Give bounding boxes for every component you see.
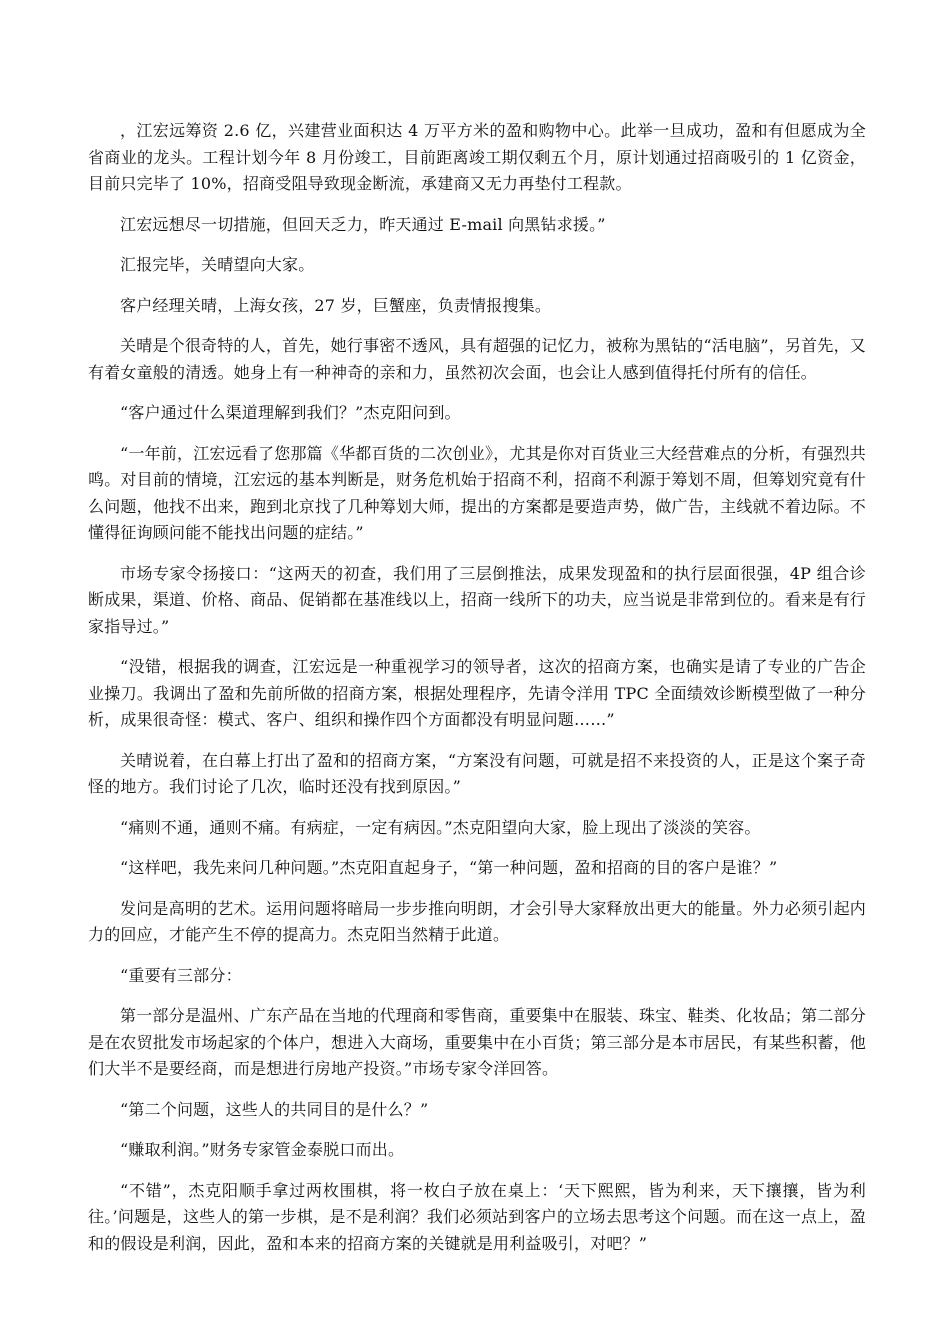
paragraph: 关晴说着，在白幕上打出了盈和的招商方案，“方案没有问题，可就是招不来投资的人，正是这个案子奇怪的地方。我们讨论了几次，临时还没有找到原因。” [88, 750, 866, 796]
paragraph: 关晴是个很奇特的人，首先，她行事密不透风，具有超强的记忆力，被称为黑钻的“活电脑”，另首先，又有着女童般的清透。她身上有一种神奇的亲和力，虽然初次会面，也会让人感到值得托付所有的信任。 [88, 336, 866, 382]
paragraph: “不错”，杰克阳顺手拿过两枚围棋，将一枚白子放在桌上：‘天下熙熙，皆为利来，天下攘攘，皆为利往。’问题是，这些人的第一步棋，是不是利润？我们必须站到客户的立场去思考这个问题。而在这一点上，盈和的假设是利润，因此，盈和本来的招商方案的关键就是用利益吸引，对吧？” [88, 1180, 866, 1253]
article-body [88, 118, 866, 1271]
paragraph: 市场专家令扬接口：“这两天的初查，我们用了三层倒推法，成果发现盈和的执行层面很强，4P 组合诊断成果，渠道、价格、商品、促销都在基准线以上，招商一线所下的功夫，应当说是非常到位的。看来是有行家指导过。” [88, 563, 866, 636]
paragraph: ，江宏远筹资 2.6 亿，兴建营业面积达 4 万平方米的盈和购物中心。此举一旦成功，盈和有但愿成为全省商业的龙头。工程计划今年 8 月份竣工，目前距离竣工期仅剩五个月，原计划通过招商吸引的 1 亿资金，目前只完毕了 10%，招商受阻导致现金断流，承建商又无力再垫付工程款。 [88, 121, 866, 193]
paragraph: “第二个问题，这些人的共同目的是什么？” [120, 1099, 429, 1119]
paragraph: “一年前，江宏远看了您那篇《华都百货的二次创业》，尤其是你对百货业三大经营难点的分析，有强烈共鸣。对目前的情境，江宏远的基本判断是，财务危机始于招商不利，招商不利源于筹划不周，但筹划究竟有什么问题，他找不出来，跑到北京找了几种筹划大师，提出的方案都是要造声势，做广告，主线就不着边际。不懂得征询顾问能不能找出问题的症结。” [88, 443, 866, 542]
paragraph: “赚取利润。”财务专家管金泰脱口而出。 [120, 1140, 405, 1159]
paragraph: 发问是高明的艺术。运用问题将暗局一步步推向明朗，才会引导大家释放出更大的能量。外力必须引起内力的回应，才能产生不停的提高力。杰克阳当然精于此道。 [88, 898, 866, 944]
paragraph: “重要有三部分： [120, 965, 242, 985]
paragraph: 江宏远想尽一切措施，但回天乏力，昨天通过 E-mail 向黑钻求援。” [120, 214, 606, 234]
paragraph: “客户通过什么渠道理解到我们？”杰克阳问到。 [120, 403, 461, 422]
paragraph: “没错，根据我的调查，江宏远是一种重视学习的领导者，这次的招商方案，也确实是请了专业的广告企业操刀。我调出了盈和先前所做的招商方案，根据处理程序，先请令洋用 TPC 全面绩效诊断模型做了一种分析，成果很奇怪：模式、客户、组织和操作四个方面都没有明显问题……” [88, 657, 866, 729]
paragraph: 客户经理关晴，上海女孩，27 岁，巨蟹座，负责情报搜集。 [120, 295, 552, 315]
paragraph: “痛则不通，通则不痛。有病症，一定有病因。”杰克阳望向大家，脸上现出了淡淡的笑容。 [120, 817, 761, 837]
paragraph: 第一部分是温州、广东产品在当地的代理商和零售商，重要集中在服装、珠宝、鞋类、化妆品；第二部分是在农贸批发市场起家的个体户，想进入大商场，重要集中在小百货；第三部分是本市居民，有某些积蓄，他们大半不是要经商，而是想进行房地产投资。”市场专家令洋回答。 [88, 1006, 866, 1078]
paragraph: 汇报完毕，关晴望向大家。 [120, 255, 315, 274]
paragraph: “这样吧，我先来问几种问题。”杰克阳直起身子，“第一种问题，盈和招商的目的客户是谁？” [120, 858, 778, 877]
